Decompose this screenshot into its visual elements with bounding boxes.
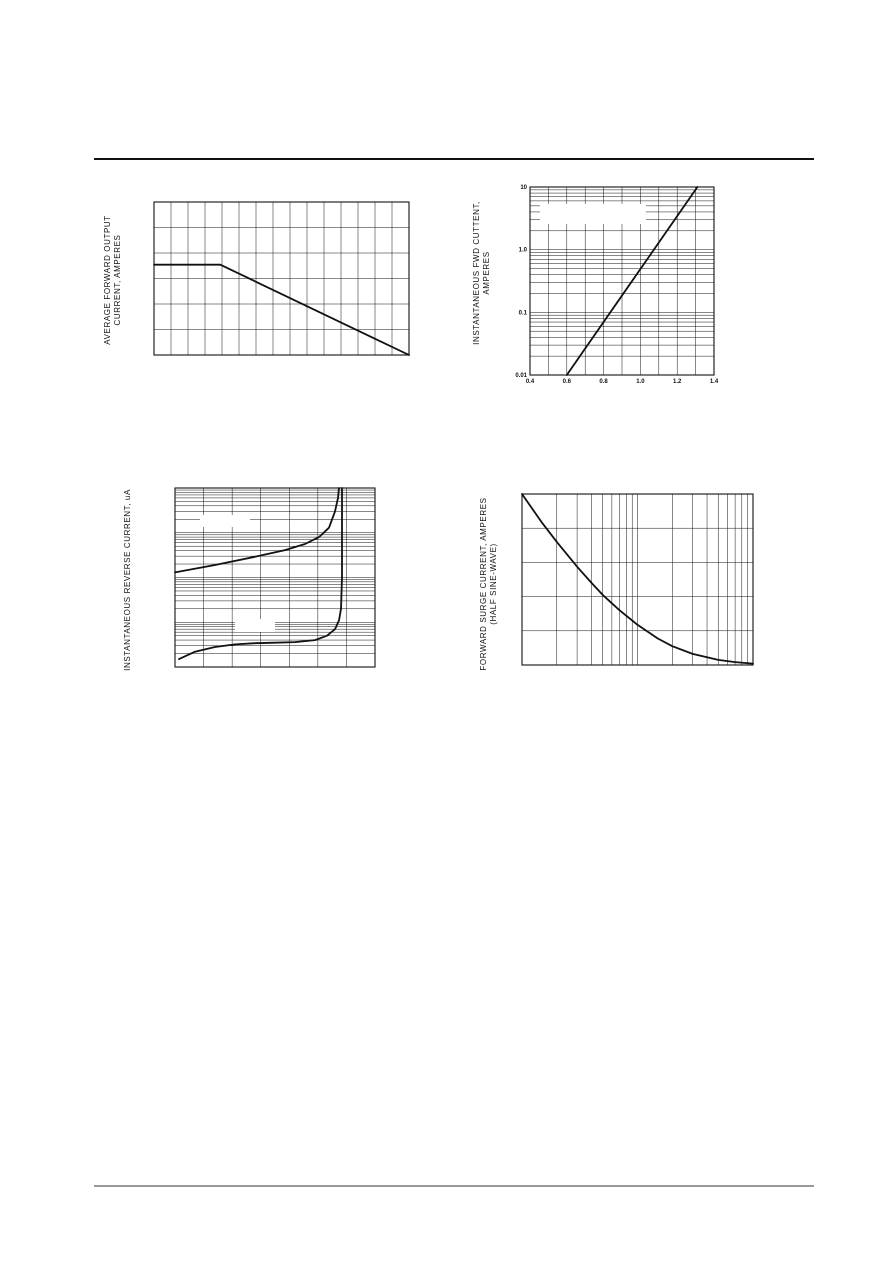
grid [522, 494, 753, 665]
x-tick-label: 0.8 [599, 379, 608, 385]
series-curves [175, 488, 342, 659]
series-curves [154, 265, 409, 355]
y-axis-label-line-1: AVERAGE FORWARD OUTPUT [103, 215, 112, 345]
blank-label-area-upper [200, 515, 250, 527]
x-tick-label: 1.2 [673, 379, 682, 385]
y-axis-label-line-1: INSTANTANEOUS REVERSE CURRENT, uA [123, 489, 132, 671]
x-tick-label: 0.6 [562, 379, 571, 385]
chart-reverse-current [118, 482, 388, 682]
y-axis-label-line-1: FORWARD SURGE CURRENT, AMPERES [479, 497, 488, 671]
y-tick-label: 10 [520, 185, 527, 191]
y-tick-label: 1.0 [518, 247, 527, 254]
blank-label-area [540, 204, 646, 224]
y-axis-label-line-2: AMPERES [482, 251, 491, 295]
series-line-1 [175, 488, 339, 572]
y-axis-label-line-2: (HALF SINE-WAVE) [489, 543, 498, 625]
chart-surge-current [470, 488, 770, 683]
blank-label-area-lower [235, 619, 275, 632]
chart-average-forward-current [98, 195, 418, 365]
series-line-1 [154, 265, 409, 355]
chart-forward-characteristics [468, 180, 728, 390]
y-axis-label-line-2: CURRENT, AMPERES [113, 234, 122, 326]
header-rule [94, 158, 814, 160]
y-axis-label-line-1: INSTANTANEOUS FWD CUTTENT, [472, 201, 481, 345]
footer-rule [94, 1185, 814, 1187]
y-tick-label: 0.01 [515, 373, 527, 379]
grid [154, 202, 409, 355]
y-tick-label: 0.1 [518, 310, 527, 317]
grid [175, 488, 375, 667]
x-tick-label: 1.0 [636, 379, 645, 385]
x-tick-label: 0.4 [525, 379, 535, 385]
x-tick-label: 1.4 [709, 379, 719, 385]
